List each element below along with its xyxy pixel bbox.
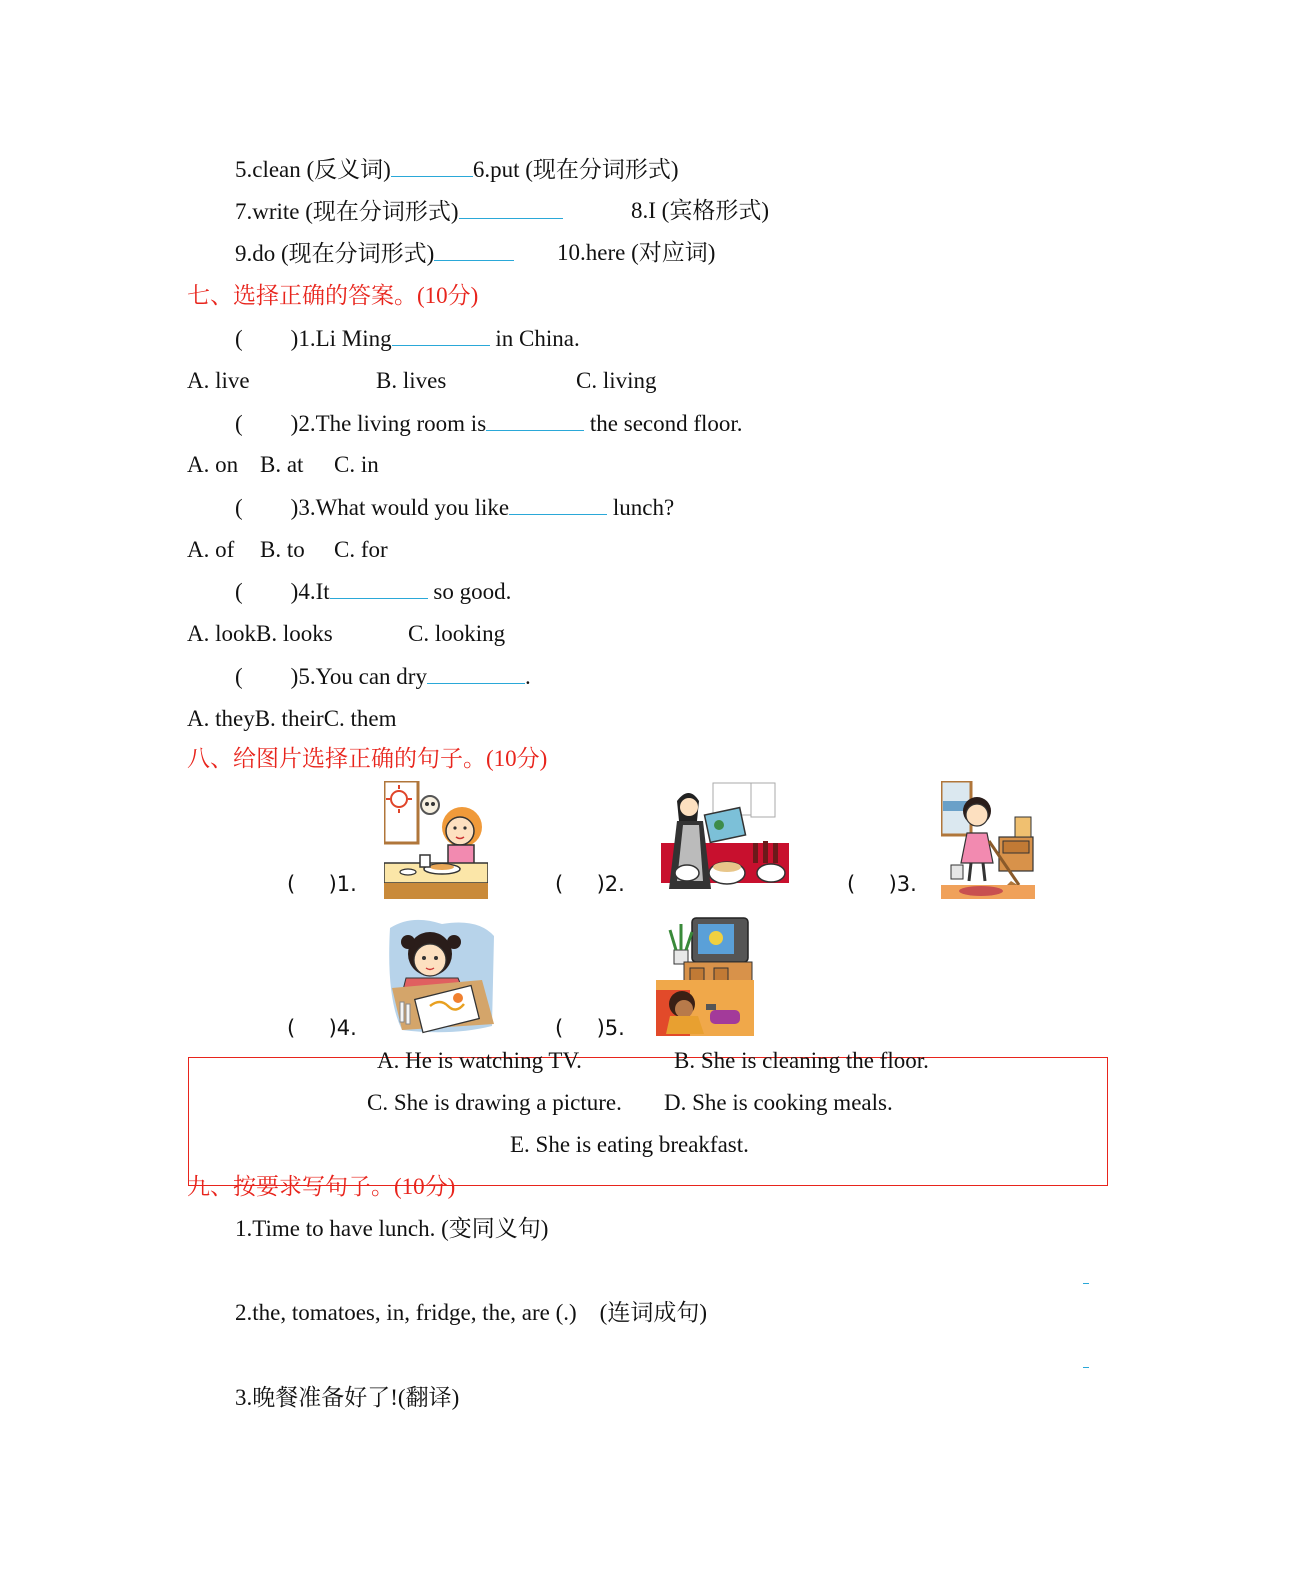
answer-paren[interactable]: ( [235,579,243,604]
picture-4-label: ( )4. [287,1016,357,1040]
girl-drawing-picture-picture [382,918,500,1036]
q3-option-c: C. for [334,537,388,562]
rewrite-item-1: 1.Time to have lunch. (变同义句) [235,1216,549,1241]
question-text: )2.The living room is [290,411,487,436]
answer-blank[interactable] [391,154,473,177]
section-9-title: 九、按要求写句子。(10分) [187,1174,456,1199]
question-text-end: so good. [427,579,512,604]
answer-paren[interactable]: ( [235,411,243,436]
answer-paren[interactable]: ( [235,326,243,351]
vocab-line-3 [235,238,514,269]
question-text-end: in China. [489,326,580,351]
choice-b: B. She is cleaning the floor. [674,1048,929,1073]
choice-c: C. She is drawing a picture. [367,1090,622,1115]
question-text-end: lunch? [607,495,675,520]
vocab-line-1 [235,154,679,185]
vocab-q9: 9.do (现在分词形式) [235,241,435,266]
q2-option-c: C. in [334,452,379,477]
girl-cleaning-floor-picture [941,781,1035,899]
vocab-line-2 [235,196,563,227]
question-3 [235,492,674,523]
q1-option-b: B. lives [376,368,447,393]
answer-blank[interactable] [509,492,607,515]
answer-line-mark [1083,1283,1089,1284]
question-1 [235,323,580,354]
q5-options: A. theyB. theirC. them [187,706,397,731]
choice-d: D. She is cooking meals. [664,1090,893,1115]
answer-paren[interactable]: ( [235,495,243,520]
question-text: )3.What would you like [290,495,510,520]
picture-2-label: ( )2. [555,872,625,896]
choice-a: A. He is watching TV. [377,1048,582,1073]
section-8-title: 八、给图片选择正确的句子。(10分) [187,746,548,771]
q2-option-b: B. at [260,452,304,477]
vocab-q5: 5.clean (反义词) [235,157,391,182]
vocab-q7: 7.write (现在分词形式) [235,199,459,224]
vocab-q8: 8.I (宾格形式) [631,198,769,223]
question-text: )4.It [290,579,330,604]
q4-option-c: C. looking [408,621,506,646]
answer-blank[interactable] [434,238,514,261]
picture-1-label: ( )1. [287,872,357,896]
vocab-q6: 6.put (现在分词形式) [472,157,679,182]
answer-blank[interactable] [486,408,584,431]
answer-paren[interactable]: ( [235,664,243,689]
question-4 [235,576,511,607]
vocab-q10: 10.here (对应词) [557,240,716,265]
question-2 [235,408,743,439]
choice-e: E. She is eating breakfast. [510,1132,749,1157]
picture-3-label: ( )3. [847,872,917,896]
answer-line-mark [1083,1367,1089,1368]
answer-blank[interactable] [459,196,563,219]
q3-option-b: B. to [260,537,305,562]
rewrite-item-3: 3.晚餐准备好了!(翻译) [235,1385,460,1410]
picture-5-label: ( )5. [555,1016,625,1040]
section-7-title: 七、选择正确的答案。(10分) [187,283,479,308]
boy-watching-tv-picture [656,916,754,1036]
choices-box [188,1057,1108,1186]
question-5 [235,661,531,692]
question-text-end: . [524,664,531,689]
q3-option-a: A. of [187,537,235,562]
woman-cooking-meals-picture [655,781,791,897]
answer-blank[interactable] [427,661,525,684]
girl-eating-breakfast-picture [384,781,488,899]
q4-option-ab: A. lookB. looks [187,621,333,646]
q1-option-a: A. live [187,368,250,393]
q1-option-c: C. living [576,368,657,393]
answer-blank[interactable] [330,576,428,599]
question-text: )5.You can dry [290,664,427,689]
q2-option-a: A. on [187,452,239,477]
rewrite-item-2: 2.the, tomatoes, in, fridge, the, are (.) (连词成句) [235,1300,708,1325]
question-text-end: the second floor. [584,411,743,436]
question-text: )1.Li Ming [290,326,392,351]
answer-blank[interactable] [392,323,490,346]
